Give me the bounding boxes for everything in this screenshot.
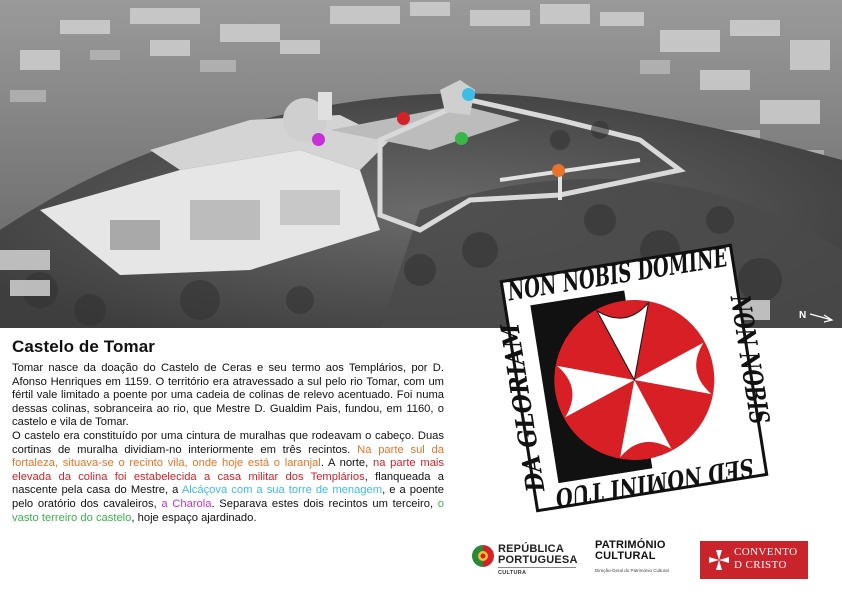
highlight-alcacova: Alcáçova com a sua torre de menagem bbox=[181, 484, 383, 497]
highlight-charola: a Charola bbox=[161, 497, 212, 510]
text-span: O castelo era constituído por uma cintura de muralhas que rodeavam o cabeço. Duas cortinas de muralha dividiam-no interiormente em três recintos. bbox=[12, 429, 444, 456]
paragraph-intro: Tomar nasce da doação do Castelo de Ceras e seu termo aos Templários, por D. Afonso Henriques em 1159. O território era atravessado a sul pelo rio Tomar, com um fértil vale limitado a poente por uma cadeia de colinas de relevo acentuado. Foi numa dessas colinas, sobranceira ao rio, que Mestre D. Gualdim Pais, fundou, em 1160, o castelo e vila de Tomar. bbox=[12, 362, 444, 429]
north-arrow-icon bbox=[798, 306, 834, 324]
seal-drawing bbox=[488, 225, 836, 524]
highlight-recinto-vila: Na parte sul da fortaleza, situava-se o recinto vila, onde hoje está o laranjal bbox=[12, 443, 444, 470]
logo-republica-portuguesa bbox=[470, 540, 580, 582]
convento-line2: D CRISTO bbox=[734, 559, 787, 571]
motto-right: NON NOBIS bbox=[723, 293, 784, 482]
marker-cyan bbox=[462, 88, 475, 101]
cross-icon bbox=[708, 549, 730, 571]
patrimonio-name bbox=[595, 540, 666, 562]
highlight-casa-templarios: na parte mais elevada da colina foi estabelecida a casa militar dos Templários bbox=[12, 457, 445, 483]
text-span: , hoje espaço ajardinado. bbox=[131, 511, 257, 524]
convento-line1: CONVENTO bbox=[734, 546, 798, 558]
highlight-terreiro: o vasto terreiro do castelo bbox=[12, 497, 445, 524]
north-label: N bbox=[799, 310, 807, 321]
text-span: . Separava estes dois recintos um terceiro, bbox=[211, 497, 438, 510]
logo-convento-de-cristo bbox=[700, 541, 808, 579]
republica-sub: CULTURA bbox=[498, 570, 527, 576]
templar-seal bbox=[488, 225, 836, 524]
convento-name bbox=[734, 546, 798, 572]
text-span: . A norte, bbox=[320, 457, 373, 470]
text-span: , e a poente pelo oratório dos cavaleiros, bbox=[12, 484, 444, 510]
republica-emblem-icon bbox=[470, 542, 494, 570]
body-text bbox=[12, 362, 444, 525]
marker-magenta bbox=[312, 133, 325, 146]
marker-orange bbox=[552, 164, 565, 177]
republica-line2: PORTUGUESA bbox=[498, 554, 578, 566]
page-title: Castelo de Tomar bbox=[12, 337, 155, 356]
motto-left: DA GLORIAM bbox=[492, 301, 551, 494]
patrimonio-line1: PATRIMÓNIO bbox=[595, 539, 666, 551]
patrimonio-sub: Direção-Geral do Património Cultural bbox=[595, 568, 669, 573]
patrimonio-line2: CULTURAL bbox=[595, 550, 656, 562]
text-span: , flanqueada a nascente pela casa do Mestre, a bbox=[12, 470, 444, 497]
republica-name bbox=[498, 544, 578, 566]
marker-green bbox=[455, 132, 468, 145]
marker-red bbox=[397, 112, 410, 125]
republica-line1: REPÚBLICA bbox=[498, 543, 564, 555]
logo-patrimonio-cultural bbox=[595, 540, 685, 576]
motto-bottom: SED NOMINI TUO bbox=[497, 452, 756, 522]
motto-top: NON NOBIS DOMINE bbox=[505, 225, 836, 308]
paragraph-description bbox=[12, 430, 444, 525]
divider bbox=[498, 567, 576, 568]
north-arrow bbox=[798, 306, 834, 324]
